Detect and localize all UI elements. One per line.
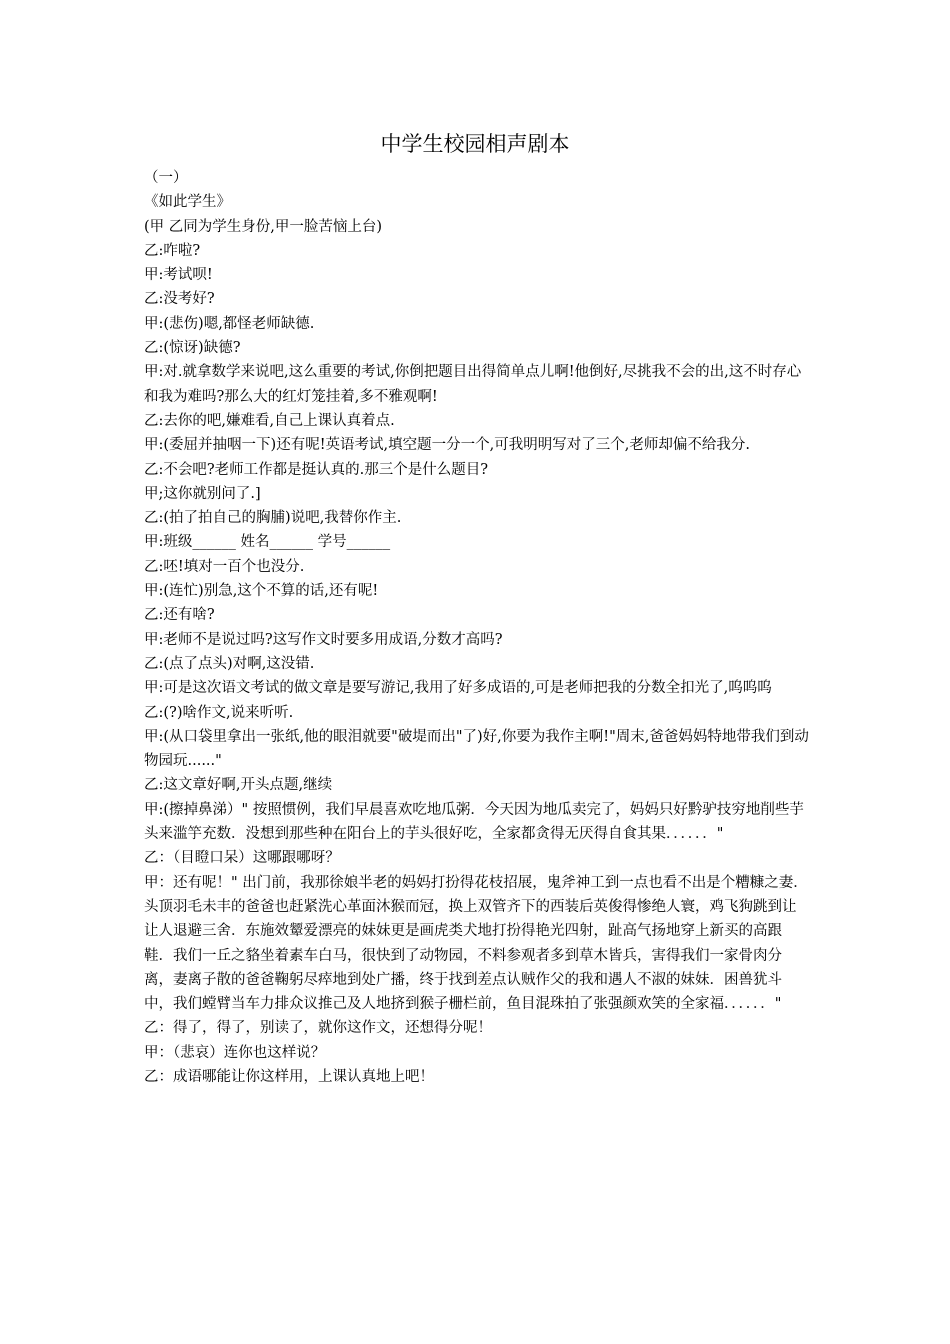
script-line: 甲:(从口袋里拿出一张纸,他的眼泪就要"破堤而出"了)好,你要为我作主啊!"周末,爸爸妈妈特地带我们到动物园玩......" [144, 728, 809, 770]
script-line: 乙：得了，得了，别读了，就你这作文，还想得分呢！ [144, 1020, 492, 1037]
script-body [144, 166, 809, 1089]
script-line: 甲:(悲伤)嗯,都怪老师缺德. [144, 315, 315, 332]
script-line: 甲:可是这次语文考试的做文章是要写游记,我用了好多成语的,可是老师把我的分数全扣光了,呜呜呜 [144, 680, 772, 697]
script-line: 乙：（目瞪口呆）这哪跟哪呀？ [144, 850, 340, 867]
script-line: 乙：成语哪能让你这样用，上课认真地上吧！ [144, 1068, 434, 1085]
script-line: 乙:去你的吧,嫌难看,自己上课认真着点. [144, 412, 395, 429]
script-line: 乙:没考好? [144, 291, 215, 308]
script-line: 甲:(擦掉鼻涕）" 按照惯例，我们早晨喜欢吃地瓜粥．今天因为地瓜卖完了，妈妈只好黔驴技穷地削些芋头来滥竽充数．没想到那些种在阳台上的芋头很好吃，全家都贪得无厌得自食其果．．．．．．" [144, 801, 804, 843]
script-line: 甲:班级______ 姓名______ 学号______ [144, 534, 391, 551]
script-line: 甲：还有呢！" 出门前，我那徐娘半老的妈妈打扮得花枝招展，鬼斧神工到一点也看不出是个糟糠之妻．头顶羽毛未丰的爸爸也赶紧洗心革面沐猴而冠，换上双管齐下的西装后英俊得惨绝人寰，鸡飞狗跳到让让人退避三舍．东施效颦爱漂亮的妹妹更是画虎类犬地打扮得艳光四射，趾高气扬地穿上新买的高跟鞋．我们一丘之貉坐着素车白马，很快到了动物园，不料参观者多到草木皆兵，害得我们一家骨肉分离，妻离子散的爸爸鞠躬尽瘁地到处广播，终于找到差点认贼作父的我和遇人不淑的妹妹．困兽犹斗中，我们螳臂当车力排众议推己及人地挤到猴子栅栏前，鱼目混珠拍了张强颜欢笑的全家福．．．．．．" [144, 874, 808, 1013]
script-line: 甲;这你就别问了.] [144, 485, 261, 502]
script-line: 甲:老师不是说过吗?这写作文时要多用成语,分数才高吗? [144, 631, 503, 648]
script-line: 乙:这文章好啊,开头点题,继续 [144, 777, 333, 794]
document-title: 中学生校园相声剧本 [380, 132, 570, 156]
script-line: 乙:呸!填对一百个也没分. [144, 558, 305, 575]
script-line: 乙:(点了点头)对啊,这没错. [144, 655, 315, 672]
script-line: 乙:(拍了拍自己的胸脯)说吧,我替你作主. [144, 510, 402, 527]
script-line: 甲:(连忙)别急,这个不算的话,还有呢! [144, 583, 379, 600]
script-line: 乙:咋啦? [144, 242, 201, 259]
script-line: 乙:(?)啥作文,说来听听. [144, 704, 294, 721]
script-line: 乙:不会吧?老师工作都是挺认真的.那三个是什么题目? [144, 461, 489, 478]
script-line: 乙:(惊讶)缺德? [144, 340, 241, 357]
script-line: 甲:(委屈并抽咽一下)还有呢!英语考试,填空题一分一个,可我明明写对了三个,老师却偏不给我分. [144, 437, 750, 454]
script-line: (甲 乙同为学生身份,甲一脸苦恼上台) [144, 218, 383, 235]
script-line: 乙:还有啥? [144, 607, 215, 624]
script-line: （一） [144, 170, 188, 186]
script-line: 甲：（悲哀）连你也这样说？ [144, 1044, 326, 1061]
script-line: 甲:对.就拿数学来说吧,这么重要的考试,你倒把题目出得简单点儿啊!他倒好,尽挑我不会的出,这不时存心和我为难吗?那么大的红灯笼挂着,多不雅观啊! [144, 364, 802, 405]
script-line: 《如此学生》 [144, 194, 231, 211]
script-line: 甲:考试呗! [144, 267, 213, 284]
